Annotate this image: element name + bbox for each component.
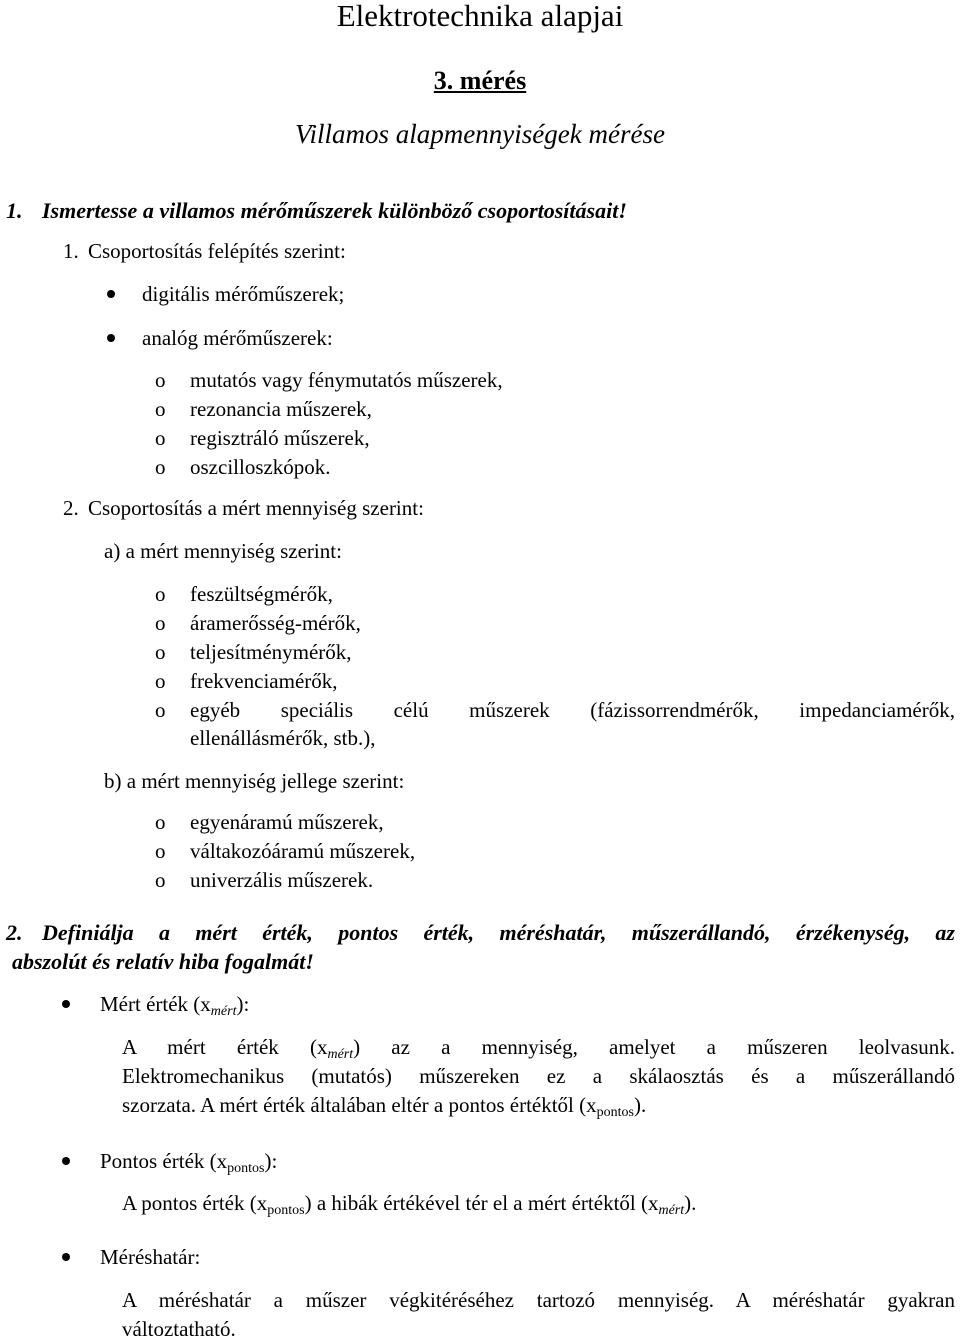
circle-bullet-icon: o	[155, 669, 166, 693]
question-2-number: 2.	[6, 920, 23, 945]
list-item: digitális mérőműszerek;	[142, 282, 345, 306]
group-1-number: 1.	[63, 239, 79, 263]
definition-measured-value-line2: Elektromechanikus (mutatós) műszereken ez a skálaosztás és a műszerállandó	[122, 1064, 955, 1088]
circle-bullet-icon: o	[155, 397, 166, 421]
question-1-number: 1.	[6, 198, 23, 223]
circle-bullet-icon: o	[155, 426, 166, 450]
circle-bullet-icon: o	[155, 368, 166, 392]
list-item: feszültségmérők,	[190, 582, 333, 606]
circle-bullet-icon: o	[155, 611, 166, 635]
definition-measured-value-line1: A mért érték $(x_{mért})$ az a mennyiség, amelyet a műszeren leolvasunk.	[122, 1035, 956, 1062]
subgroup-a-label: a) a mért mennyiség szerint:	[104, 539, 342, 563]
question-1-text: Ismertesse a villamos mérőműszerek különböző csoportosításait!	[42, 198, 627, 223]
bullet-icon	[62, 1000, 70, 1008]
measurement-number: 3. mérés	[433, 66, 527, 95]
list-item: áramerősség-mérők,	[190, 611, 361, 635]
circle-bullet-icon: o	[155, 582, 166, 606]
definition-true-value-label: Pontos érték $(x_{pontos})$:	[100, 1149, 278, 1176]
definition-range-line1: A méréshatár a műszer végkitéréséhez tartozó mennyiség. A méréshatár gyakran	[122, 1288, 955, 1312]
circle-bullet-icon: o	[155, 640, 166, 664]
bullet-icon	[62, 1253, 70, 1261]
bullet-icon	[107, 290, 115, 298]
question-2-text-continued: abszolút és relatív hiba fogalmát!	[12, 949, 314, 974]
list-item: teljesítménymérők,	[190, 640, 352, 664]
list-item: frekvenciamérők,	[190, 669, 338, 693]
group-2-number: 2.	[63, 496, 79, 520]
list-item: rezonancia műszerek,	[190, 397, 372, 421]
definition-true-value-text: A pontos érték $(x_{pontos})$ a hibák értékével tér el a mért értéktől $(x_{mért})$.	[122, 1191, 697, 1218]
list-item-continuation: ellenállásmérők, stb.),	[190, 726, 376, 750]
list-item: mutatós vagy fénymutatós műszerek,	[190, 368, 503, 392]
definition-range-label: Méréshatár:	[100, 1245, 201, 1269]
definition-measured-value-label: Mért érték $(x_{mért})$:	[100, 992, 250, 1019]
question-2-text: Definiálja a mért érték, pontos érték, méréshatár, műszerállandó, érzékenység, az	[42, 920, 955, 945]
circle-bullet-icon: o	[155, 868, 166, 892]
list-item: egyéb speciális célú műszerek (fázissorrendmérők, impedanciamérők,	[190, 698, 955, 722]
bullet-icon	[62, 1157, 70, 1165]
bullet-icon	[107, 334, 115, 342]
circle-bullet-icon: o	[155, 698, 166, 722]
subgroup-b-label: b) a mért mennyiség jellege szerint:	[104, 769, 405, 793]
definition-measured-value-line3: szorzata. A mért érték általában eltér a pontos értéktől $(x_{pontos})$.	[122, 1093, 647, 1120]
list-item: váltakozóáramú műszerek,	[190, 839, 416, 863]
circle-bullet-icon: o	[155, 839, 166, 863]
list-item: oszcilloszkópok.	[190, 455, 331, 479]
measurement-topic: Villamos alapmennyiségek mérése	[295, 119, 665, 149]
page-title: Elektrotechnika alapjai	[336, 0, 624, 33]
group-2-heading: Csoportosítás a mért mennyiség szerint:	[88, 496, 424, 520]
list-item: regisztráló műszerek,	[190, 426, 370, 450]
list-item: analóg mérőműszerek:	[142, 326, 333, 350]
list-item: univerzális műszerek.	[190, 868, 374, 892]
circle-bullet-icon: o	[155, 810, 166, 834]
group-1-heading: Csoportosítás felépítés szerint:	[88, 239, 346, 263]
definition-range-line2: változtatható.	[122, 1317, 236, 1341]
circle-bullet-icon: o	[155, 455, 166, 479]
list-item: egyenáramú műszerek,	[190, 810, 384, 834]
